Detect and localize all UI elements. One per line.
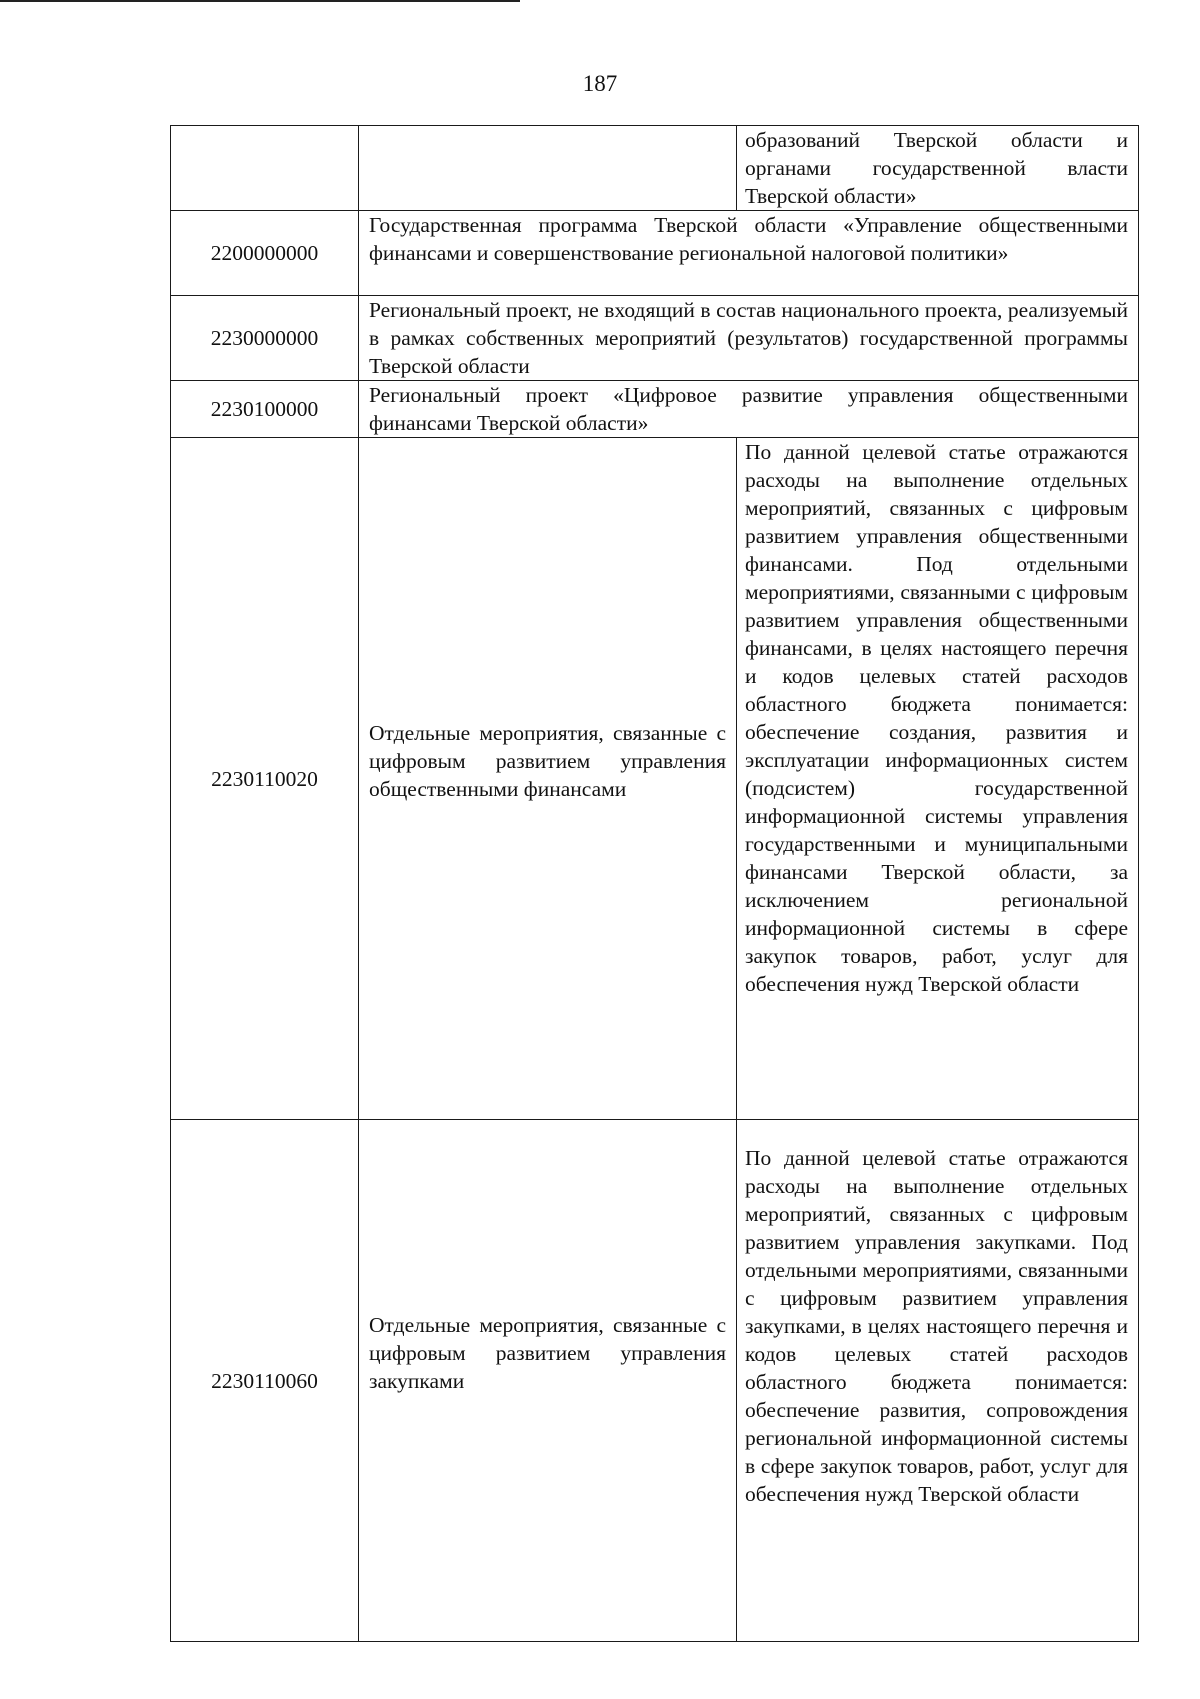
program-title-cell: Государственная программа Тверской области «Управление общественными финансами и совершенствование региональной налоговой политики» xyxy=(359,211,1139,296)
name-cell: Отдельные мероприятия, связанные с цифровым развитием управления общественными финансами xyxy=(359,438,737,1120)
description-cell: По данной целевой статье отражаются расходы на выполнение отдельных мероприятий, связанных с цифровым развитием управления общественными финансами. Под отдельными мероприятиями, связанными с цифровым развитием управления общественными финансами, в целях настоящего перечня и кодов целевых статей расходов областного бюджета понимается: обеспечение создания, развития и эксплуатации информационных систем (подсистем) государственной информационной системы управления государственными и муниципальными финансами Тверской области, за исключением региональной информационной системы в сфере закупок товаров, работ, услуг для обеспечения нужд Тверской области xyxy=(737,438,1139,1120)
name-cell: Отдельные мероприятия, связанные с цифровым развитием управления закупками xyxy=(359,1120,737,1642)
table-row xyxy=(171,438,1139,1120)
code-cell: 2230110020 xyxy=(171,438,359,1120)
name-cell xyxy=(359,126,737,211)
table-row xyxy=(171,126,1139,211)
scan-edge-rule xyxy=(0,0,520,2)
description-cell: образований Тверской области и органами государственной власти Тверской области» xyxy=(737,126,1139,211)
table-row xyxy=(171,381,1139,438)
code-cell: 2200000000 xyxy=(171,211,359,296)
table-row xyxy=(171,296,1139,381)
budget-codes-table xyxy=(170,125,1139,1642)
project-title-cell: Региональный проект «Цифровое развитие управления общественными финансами Тверской области» xyxy=(359,381,1139,438)
code-cell: 2230000000 xyxy=(171,296,359,381)
code-cell: 2230100000 xyxy=(171,381,359,438)
page-number: 187 xyxy=(582,71,618,96)
table-row xyxy=(171,1120,1139,1642)
project-title-cell: Региональный проект, не входящий в состав национального проекта, реализуемый в рамках собственных мероприятий (результатов) государственной программы Тверской области xyxy=(359,296,1139,381)
table-row xyxy=(171,211,1139,296)
code-cell: 2230110060 xyxy=(171,1120,359,1642)
code-cell xyxy=(171,126,359,211)
description-cell: По данной целевой статье отражаются расходы на выполнение отдельных мероприятий, связанных с цифровым развитием управления закупками. Под отдельными мероприятиями, связанными с цифровым развитием управления закупками, в целях настоящего перечня и кодов целевых статей расходов областного бюджета понимается: обеспечение развития, сопровождения региональной информационной системы в сфере закупок товаров, работ, услуг для обеспечения нужд Тверской области xyxy=(737,1120,1139,1642)
